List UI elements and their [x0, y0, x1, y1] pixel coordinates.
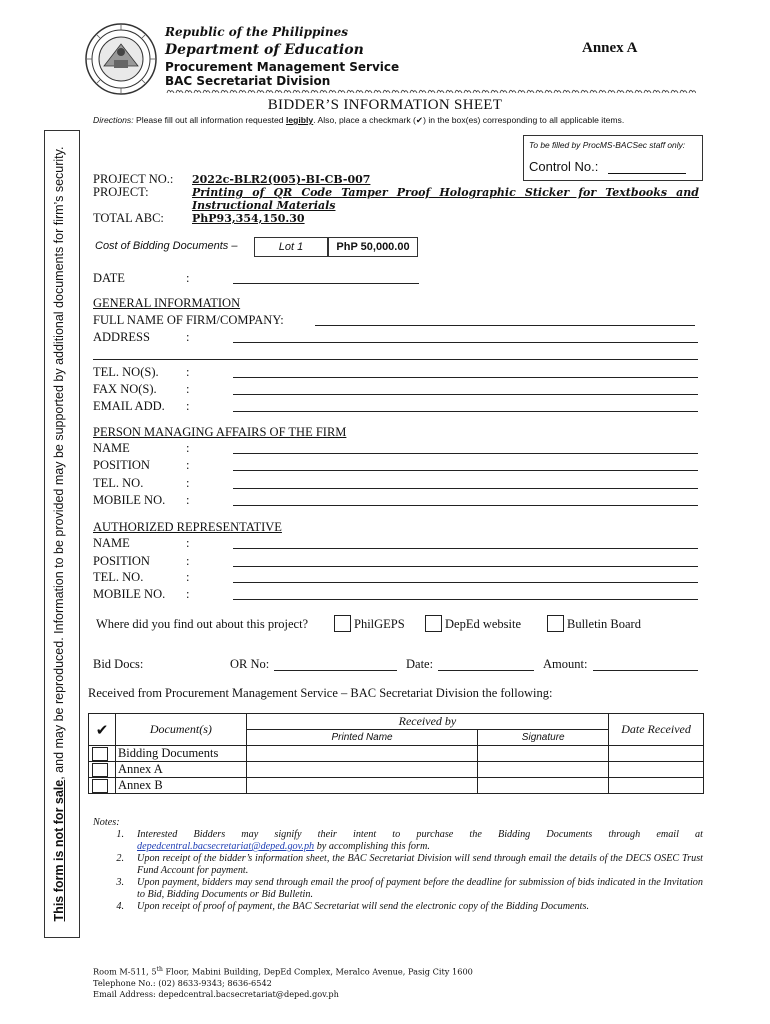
email-label: EMAIL ADD. — [93, 399, 165, 413]
check-header: ✔ — [89, 714, 116, 746]
footer-telephone: Telephone No.: (02) 8633-9343; 8636-6542 — [93, 977, 272, 988]
email-field[interactable] — [233, 398, 698, 412]
bid-amount-label: Amount: — [543, 657, 588, 671]
note-text: Upon receipt of proof of payment, the BAC Secretariat will send the electronic copy of the Bidding Documents. — [137, 901, 590, 912]
rep-name-label: NAME — [93, 536, 130, 550]
deped-seal-icon — [84, 22, 158, 96]
project-value-line2: Instructional Materials — [192, 199, 336, 212]
deped-website-label: DepEd website — [445, 617, 522, 631]
date-field[interactable] — [233, 270, 419, 284]
note-text-post: by accomplishing this form. — [314, 841, 430, 852]
annex-a-checkbox[interactable] — [92, 763, 108, 777]
department-label: Department of Education — [165, 42, 364, 58]
row-doc: Annex A — [115, 762, 246, 778]
philgeps-checkbox[interactable] — [334, 615, 351, 632]
date-colon: : — [186, 271, 190, 285]
received-table — [88, 713, 704, 794]
bid-date-label: Date: — [406, 657, 434, 671]
row-printed-name[interactable] — [246, 762, 478, 778]
annex-label: Annex A — [582, 40, 638, 56]
note-number: 2. — [116, 853, 124, 864]
baybayin-border-icon — [166, 88, 696, 94]
abc-value: PhP93,354,150.30 — [192, 212, 305, 225]
person-name-field[interactable] — [233, 440, 698, 454]
footer-address-sup: th — [156, 966, 163, 973]
note-item — [93, 853, 703, 877]
row-date[interactable] — [609, 778, 704, 794]
person-mobile-colon: : — [186, 493, 190, 507]
row-doc: Annex B — [115, 778, 246, 794]
row-printed-name[interactable] — [246, 778, 478, 794]
project-no-value: 2022c-BLR2(005)-BI-CB-007 — [192, 173, 371, 186]
notes-label: Notes: — [93, 817, 120, 828]
bulletin-board-label: Bulletin Board — [567, 617, 641, 631]
rep-position-label: POSITION — [93, 554, 150, 568]
service-label: Procurement Management Service — [165, 60, 400, 74]
control-no-field[interactable] — [608, 173, 686, 174]
republic-label: Republic of the Philippines — [165, 25, 349, 39]
person-mobile-label: MOBILE NO. — [93, 493, 166, 507]
row-signature[interactable] — [478, 746, 609, 762]
note-number: 4. — [116, 901, 124, 912]
source-question: Where did you find out about this project? — [96, 617, 309, 631]
rep-position-field[interactable] — [233, 553, 698, 567]
row-printed-name[interactable] — [246, 746, 478, 762]
abc-label: TOTAL ABC: — [93, 211, 164, 225]
fax-colon: : — [186, 382, 190, 396]
address-field-1[interactable] — [233, 329, 698, 343]
footer-email: Email Address: depedcentral.bacsecretariat@deped.gov.ph — [93, 988, 339, 999]
lot-box: Lot 1 — [254, 237, 328, 257]
note-number: 1. — [116, 829, 124, 840]
tel-field[interactable] — [233, 364, 698, 378]
bid-docs-label: Bid Docs: — [93, 657, 144, 671]
row-checkbox-cell — [89, 778, 116, 794]
table-row — [89, 762, 704, 778]
note-item — [93, 901, 703, 913]
rep-tel-colon: : — [186, 570, 190, 584]
rep-name-field[interactable] — [233, 535, 698, 549]
directions-bold: legibly — [285, 115, 314, 125]
amount-box: PhP 50,000.00 — [328, 237, 418, 257]
table-row — [89, 778, 704, 794]
notes — [93, 817, 703, 913]
philgeps-label: PhilGEPS — [354, 617, 405, 631]
rep-mobile-label: MOBILE NO. — [93, 587, 166, 601]
email-colon: : — [186, 399, 190, 413]
received-intro: Received from Procurement Management Service – BAC Secretariat Division the following: — [88, 686, 553, 700]
footer — [93, 964, 473, 1000]
bid-date-field[interactable] — [438, 657, 534, 671]
footer-address — [93, 964, 473, 978]
row-checkbox-cell — [89, 762, 116, 778]
row-doc: Bidding Documents — [115, 746, 246, 762]
control-no-label: Control No.: — [529, 159, 599, 174]
or-no-label: OR No: — [230, 657, 270, 671]
tel-colon: : — [186, 365, 190, 379]
person-tel-field[interactable] — [233, 475, 698, 489]
tel-label: TEL. NO(S). — [93, 365, 159, 379]
footer-address-pre: Room M-511, 5 — [93, 966, 157, 977]
row-checkbox-cell — [89, 746, 116, 762]
person-mobile-field[interactable] — [233, 492, 698, 506]
address-colon: : — [186, 330, 190, 344]
side-note-rest: , and may be reproduced. Information to be provided may be supported by additional documents for firm’s security. — [52, 146, 66, 780]
address-label: ADDRESS — [93, 330, 150, 344]
date-received-header: Date Received — [609, 714, 704, 746]
received-by-header: Received by — [246, 714, 608, 730]
person-name-colon: : — [186, 441, 190, 455]
bulletin-board-checkbox[interactable] — [547, 615, 564, 632]
cost-label: Cost of Bidding Documents – — [95, 240, 238, 252]
email-link[interactable]: depedcentral.bacsecretariat@deped.gov.ph — [137, 841, 315, 852]
person-name-label: NAME — [93, 441, 130, 455]
printed-name-header: Printed Name — [246, 730, 478, 746]
firm-field[interactable] — [315, 312, 695, 326]
bid-amount-field[interactable] — [593, 657, 698, 671]
fax-label: FAX NO(S). — [93, 382, 157, 396]
staff-note: To be filled by ProcMS-BACSec staff only: — [529, 140, 686, 150]
side-note — [52, 134, 72, 934]
directions — [93, 115, 624, 126]
fax-field[interactable] — [233, 381, 698, 395]
project-value-line1: Printing of QR Code Tamper Proof Holographic Sticker for Textbooks and — [192, 186, 699, 199]
side-note-bold: This form is not for sale — [52, 779, 66, 922]
rep-position-colon: : — [186, 554, 190, 568]
division-label: BAC Secretariat Division — [165, 74, 331, 88]
rep-mobile-field[interactable] — [233, 586, 698, 600]
deped-website-checkbox[interactable] — [425, 615, 442, 632]
rep-tel-field[interactable] — [233, 569, 698, 583]
note-text: Upon receipt of the bidder’s information sheet, the BAC Secretariat Division will send through email the details of the DECS OSEC Trust Fund Account for payment. — [137, 853, 703, 876]
note-number: 3. — [116, 877, 124, 888]
or-no-field[interactable] — [274, 657, 397, 671]
person-heading: PERSON MANAGING AFFAIRS OF THE FIRM — [93, 425, 347, 439]
footer-address-post: Floor, Mabini Building, DepEd Complex, Meralco Avenue, Pasig City 1600 — [162, 966, 473, 977]
directions-post: . Also, place a checkmark (✔) in the box(es) corresponding to all applicable items. — [313, 115, 625, 125]
person-position-field[interactable] — [233, 457, 698, 471]
date-label: DATE — [93, 271, 125, 285]
firm-label: FULL NAME OF FIRM/COMPANY: — [93, 313, 284, 327]
directions-label: Directions: — [93, 115, 134, 125]
doc-header: Document(s) — [115, 714, 246, 746]
person-tel-label: TEL. NO. — [93, 476, 144, 490]
project-label: PROJECT: — [93, 185, 149, 199]
note-text: Interested Bidders may signify their intent to purchase the Bidding Documents through email at — [137, 829, 703, 840]
annex-b-checkbox[interactable] — [92, 779, 108, 793]
form-title: BIDDER’S INFORMATION SHEET — [267, 97, 503, 113]
person-position-colon: : — [186, 458, 190, 472]
note-item — [93, 829, 703, 853]
row-signature[interactable] — [478, 778, 609, 794]
row-date[interactable] — [609, 746, 704, 762]
rep-heading: AUTHORIZED REPRESENTATIVE — [93, 520, 282, 534]
row-signature[interactable] — [478, 762, 609, 778]
rep-tel-label: TEL. NO. — [93, 570, 144, 584]
person-position-label: POSITION — [93, 458, 150, 472]
bidding-docs-checkbox[interactable] — [92, 747, 108, 761]
address-field-2[interactable] — [93, 346, 698, 360]
directions-pre: Please fill out all information requested — [133, 115, 286, 125]
person-tel-colon: : — [186, 476, 190, 490]
note-item — [93, 877, 703, 901]
signature-header: Signature — [478, 730, 609, 746]
row-date[interactable] — [609, 762, 704, 778]
project-no-label: PROJECT NO.: — [93, 172, 174, 186]
rep-name-colon: : — [186, 536, 190, 550]
table-row — [89, 746, 704, 762]
rep-mobile-colon: : — [186, 587, 190, 601]
general-heading: GENERAL INFORMATION — [93, 296, 241, 310]
note-text: Upon payment, bidders may send through email the proof of payment before the deadline for submission of bids indicated in the Invitation to Bid, Bidding Documents or Bid Bulletin. — [137, 877, 703, 900]
